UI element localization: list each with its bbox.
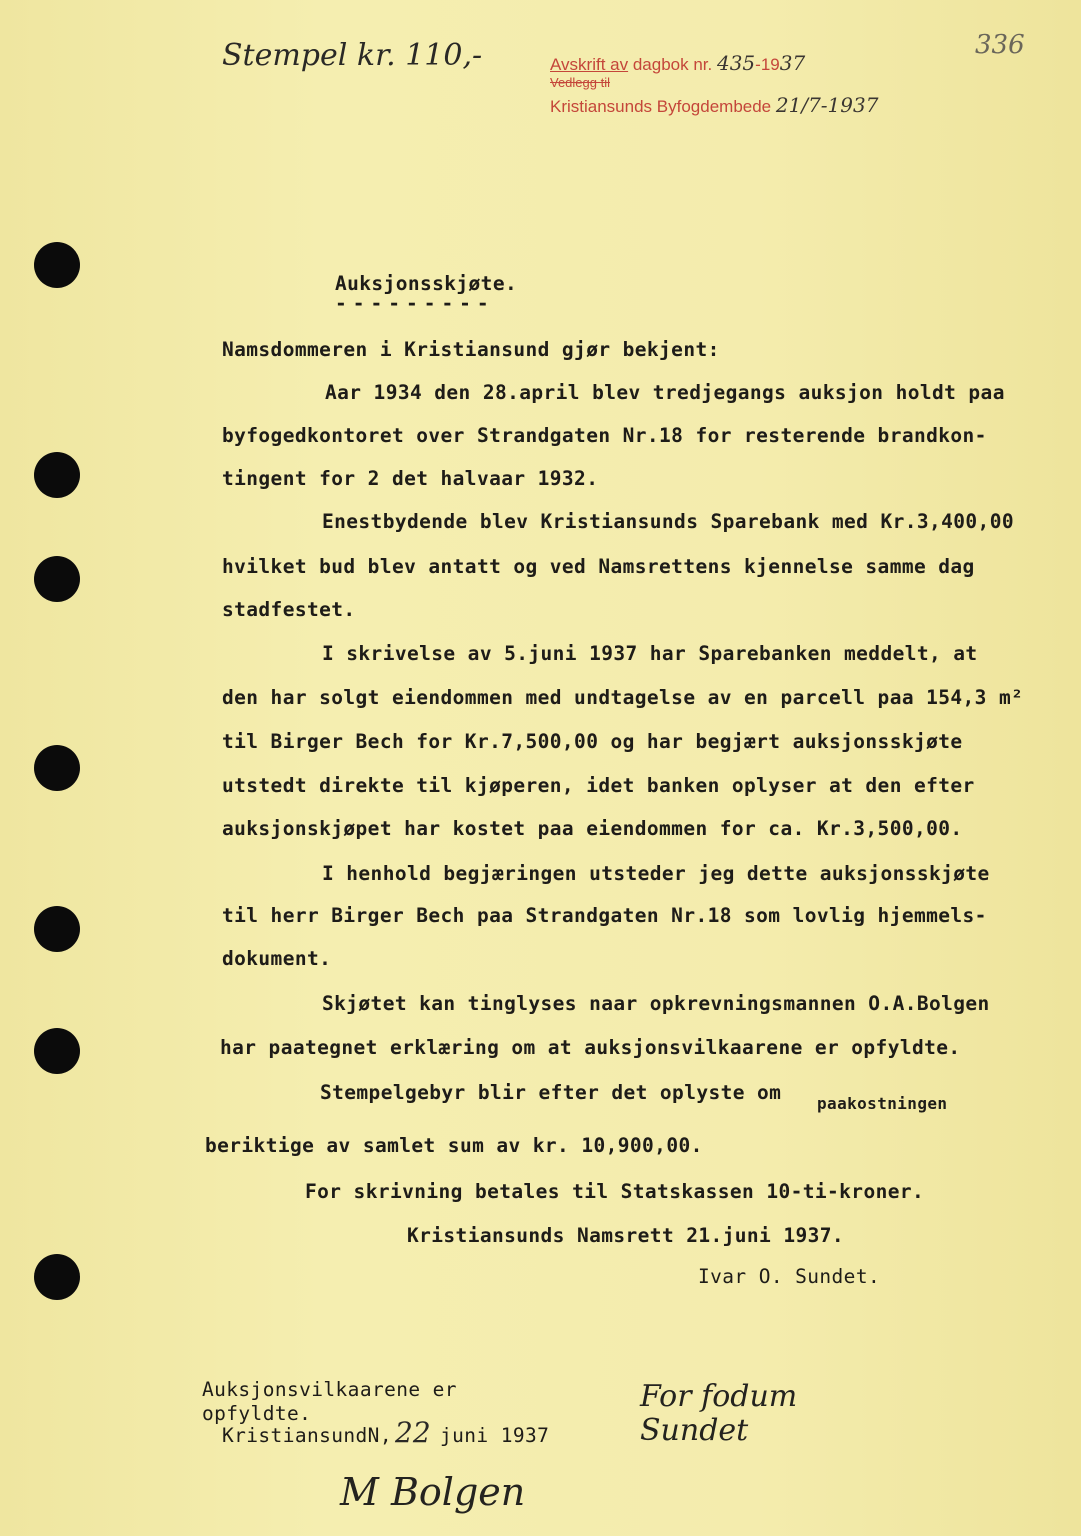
page-number: 336 xyxy=(975,30,1025,60)
body-line: Namsdommeren i Kristiansund gjør bekjent: xyxy=(222,338,720,361)
stamp-dagbok-label: dagbok nr. xyxy=(632,55,713,74)
stamp-year-suffix: 37 xyxy=(779,51,806,75)
signature-right: For fodum Sundet xyxy=(640,1379,798,1448)
document-title: Auksjonsskjøte. xyxy=(335,272,518,295)
body-line: byfogedkontoret over Strandgaten Nr.18 for resterende brandkon- xyxy=(222,424,987,447)
body-line: Enestbydende blev Kristiansunds Sparebank med Kr.3,400,00 xyxy=(322,510,1014,533)
stamp-office: Kristiansunds Byfogdembede xyxy=(550,97,772,116)
stamp-date: 21/7-1937 xyxy=(775,93,879,117)
body-line: Kristiansunds Namsrett 21.juni 1937. xyxy=(407,1224,845,1247)
stamp-fee-note: Stempel kr. 110,- xyxy=(222,38,483,73)
body-line: I henhold begjæringen utsteder jeg dette auksjonsskjøte xyxy=(322,862,990,885)
body-line-inserted: paakostningen xyxy=(817,1094,948,1113)
footer-line: Auksjonsvilkaarene er xyxy=(202,1378,457,1401)
footer-line: juni 1937 xyxy=(440,1424,550,1447)
stamp-vedlegg: Vedlegg til xyxy=(550,75,610,90)
body-line: til Birger Bech for Kr.7,500,00 og har begjært auksjonsskjøte xyxy=(222,730,963,753)
registry-stamp: Avskrift av dagbok nr. 435-1937 Vedlegg til Kristiansunds Byfogdembede 21/7-1937 xyxy=(550,51,879,117)
body-line: hvilket bud blev antatt og ved Namsrettens kjennelse samme dag xyxy=(222,555,975,578)
body-line: I skrivelse av 5.juni 1937 har Sparebanken meddelt, at xyxy=(322,642,978,665)
body-line: til herr Birger Bech paa Strandgaten Nr.18 som lovlig hjemmels- xyxy=(222,904,987,927)
signature-bottom: M Bolgen xyxy=(340,1470,526,1514)
stamp-year-prefix: 19 xyxy=(760,55,780,74)
body-line: auksjonskjøpet har kostet paa eiendommen for ca. Kr.3,500,00. xyxy=(222,817,963,840)
body-line: Skjøtet kan tinglyses naar opkrevningsmannen O.A.Bolgen xyxy=(322,992,990,1015)
footer-line: opfyldte. xyxy=(202,1402,312,1425)
punch-hole xyxy=(34,556,80,602)
stamp-prefix: Avskrift av xyxy=(550,55,629,74)
body-line: Stempelgebyr blir efter det oplyste om xyxy=(320,1081,782,1104)
body-line: Aar 1934 den 28.april blev tredjegangs auksjon holdt paa xyxy=(325,381,1005,404)
body-line: dokument. xyxy=(222,947,332,970)
punch-hole xyxy=(34,745,80,791)
stamp-dagbok-number: 435 xyxy=(716,51,756,75)
footer-day: 22 xyxy=(395,1416,431,1449)
body-line: beriktige av samlet sum av kr. 10,900,00. xyxy=(205,1134,703,1157)
body-line: den har solgt eiendommen med undtagelse av en parcell paa 154,3 m² xyxy=(222,686,1024,709)
punch-hole xyxy=(34,242,80,288)
body-line: har paategnet erklæring om at auksjonsvilkaarene er opfyldte. xyxy=(220,1036,961,1059)
punch-hole xyxy=(34,1028,80,1074)
punch-hole xyxy=(34,906,80,952)
footer-line: KristiansundN, xyxy=(222,1424,392,1447)
signature-typed: Ivar O. Sundet. xyxy=(698,1265,881,1288)
title-underline: --------- xyxy=(335,292,495,315)
punch-hole xyxy=(34,452,80,498)
punch-hole xyxy=(34,1254,80,1300)
body-line: utstedt direkte til kjøperen, idet banken oplyser at den efter xyxy=(222,774,975,797)
body-line: stadfestet. xyxy=(222,598,356,621)
body-line: For skrivning betales til Statskassen 10-ti-kroner. xyxy=(305,1180,925,1203)
body-line: tingent for 2 det halvaar 1932. xyxy=(222,467,599,490)
